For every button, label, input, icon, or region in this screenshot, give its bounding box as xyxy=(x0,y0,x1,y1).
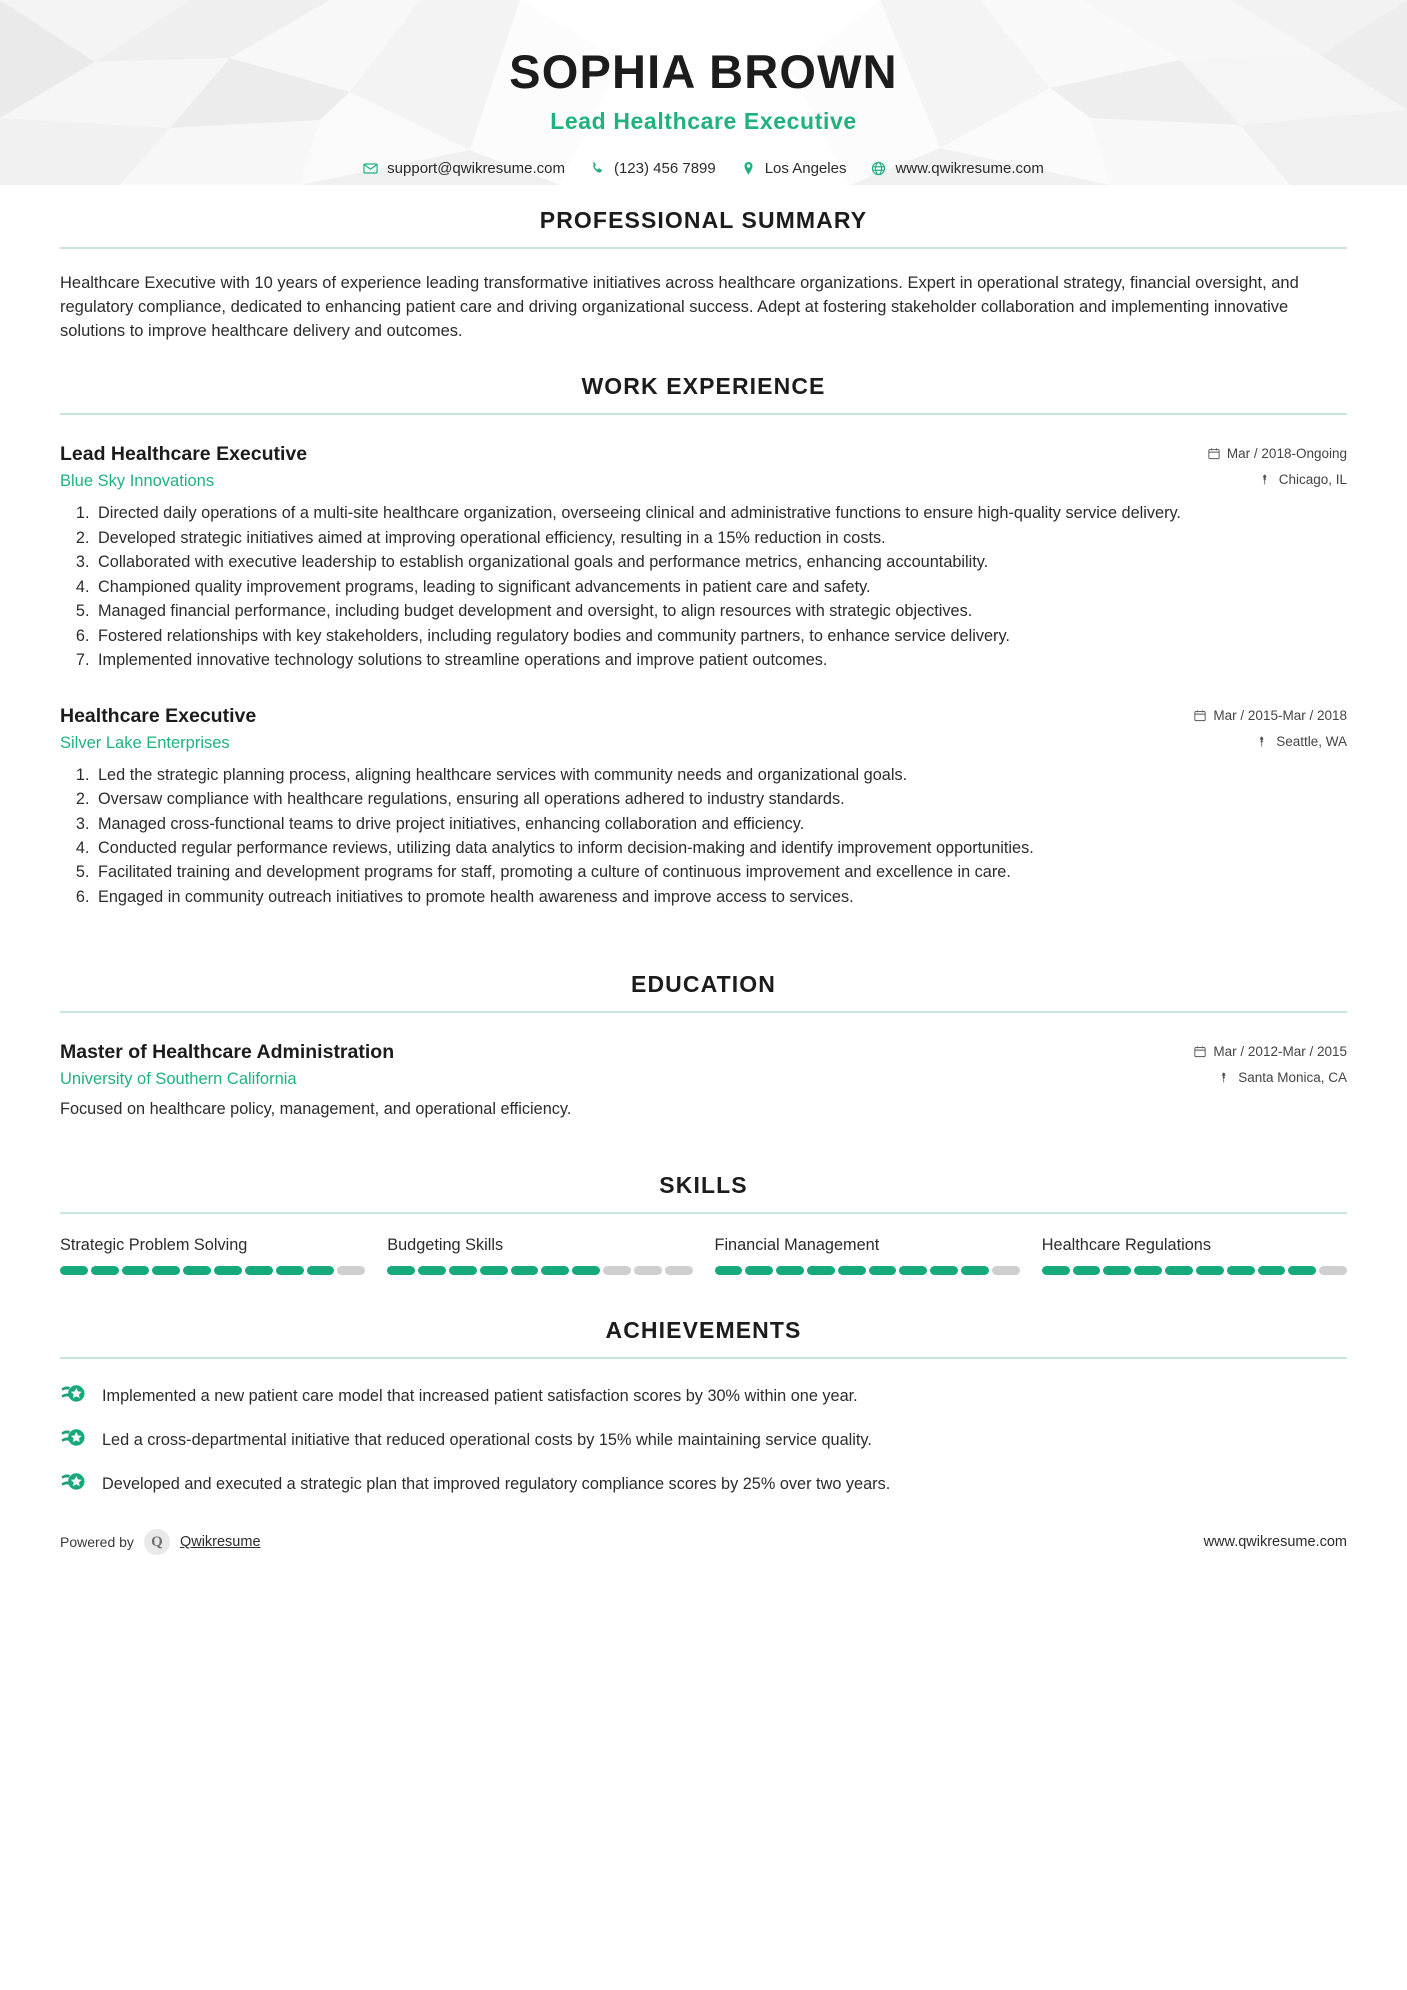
experience-dates-text: Mar / 2015-Mar / 2018 xyxy=(1213,707,1347,723)
education-entry-header xyxy=(60,1041,1347,1064)
skill-segment xyxy=(91,1266,119,1275)
skill-rating-bar xyxy=(60,1266,365,1275)
achievement-item xyxy=(60,1471,1347,1496)
contact-location-text: Los Angeles xyxy=(764,159,847,177)
contact-row xyxy=(60,160,1347,177)
skill-segment xyxy=(745,1266,773,1275)
skill-item xyxy=(1042,1236,1347,1275)
list-item: 1. Directed daily operations of a multi-site healthcare organization, overseeing clinical and administrative functions to ensure high-quality service delivery. xyxy=(94,502,1347,525)
education-description: Focused on healthcare policy, management, and operational efficiency. xyxy=(60,1100,572,1119)
achievement-text: Developed and executed a strategic plan that improved regulatory compliance scores by 25% over two years. xyxy=(102,1474,891,1493)
section-achievements xyxy=(60,1317,1347,1495)
header-job-title: Lead Healthcare Executive xyxy=(550,107,857,134)
skill-label: Financial Management xyxy=(714,1235,880,1254)
experience-location xyxy=(1260,472,1347,487)
footer-brand xyxy=(60,1529,261,1555)
achievement-item xyxy=(60,1427,1347,1452)
list-item: 5. Facilitated training and development programs for staff, promoting a culture of continuous improvement and excellence in care. xyxy=(94,861,1347,884)
skill-segment xyxy=(807,1266,835,1275)
skill-item xyxy=(387,1236,692,1275)
section-education xyxy=(60,971,1347,1122)
experience-entry xyxy=(60,443,1347,672)
skill-segment xyxy=(1227,1266,1255,1275)
achievement-text: Implemented a new patient care model that increased patient satisfaction scores by 30% within one year. xyxy=(102,1386,858,1405)
skill-segment xyxy=(572,1266,600,1275)
contact-email[interactable] xyxy=(355,160,573,177)
education-entry-subheader xyxy=(60,1070,1347,1089)
skill-label: Budgeting Skills xyxy=(387,1235,504,1254)
experience-bullets xyxy=(60,764,1347,910)
skill-rating-bar xyxy=(1042,1266,1347,1275)
skill-segment xyxy=(449,1266,477,1275)
section-professional-summary xyxy=(60,207,1347,344)
achievements-list xyxy=(60,1383,1347,1495)
skill-label: Strategic Problem Solving xyxy=(60,1235,248,1254)
skill-segment xyxy=(1196,1266,1224,1275)
skill-segment xyxy=(1103,1266,1131,1275)
calendar-icon xyxy=(1208,447,1220,460)
section-divider xyxy=(60,247,1347,249)
list-item: 6. Engaged in community outreach initiatives to promote health awareness and improve access to services. xyxy=(94,886,1347,909)
pin-icon xyxy=(1260,473,1272,486)
list-item: 4. Championed quality improvement programs, leading to significant advancements in patient care and safety. xyxy=(94,576,1347,599)
powered-by-label: Powered by xyxy=(60,1534,134,1551)
contact-website[interactable] xyxy=(863,160,1051,177)
page-title: SOPHIA BROWN xyxy=(509,45,898,98)
skill-segment xyxy=(1134,1266,1162,1275)
name-block xyxy=(60,0,1347,135)
experience-location-text: Chicago, IL xyxy=(1278,472,1347,488)
skill-segment xyxy=(1165,1266,1193,1275)
contact-email-text: support@qwikresume.com xyxy=(387,159,565,177)
skill-segment xyxy=(1319,1266,1347,1275)
skill-item xyxy=(60,1236,365,1275)
experience-entry-header xyxy=(60,705,1347,728)
calendar-icon xyxy=(1194,1045,1206,1058)
skill-segment xyxy=(992,1266,1020,1275)
section-title-skills: SKILLS xyxy=(659,1171,748,1198)
skill-segment xyxy=(152,1266,180,1275)
experience-entry-subheader xyxy=(60,472,1347,491)
education-school: University of Southern California xyxy=(60,1070,297,1089)
skill-segment xyxy=(1042,1266,1070,1275)
list-item: 3. Managed cross-functional teams to drive project initiatives, enhancing collaboration and efficiency. xyxy=(94,813,1347,836)
experience-dates-text: Mar / 2018-Ongoing xyxy=(1226,446,1347,462)
summary-text: Healthcare Executive with 10 years of experience leading transformative initiatives across healthcare organizations. Expert in operational strategy, financial oversight, and regulatory compliance, dedicated to enhancing patient care and driving organizational success. Adept at fostering stakeholder collaboration and implementing innovative solutions to improve healthcare delivery and outcomes. xyxy=(60,273,1299,341)
achievement-item xyxy=(60,1383,1347,1408)
skill-item xyxy=(715,1236,1020,1275)
experience-dates xyxy=(1208,446,1347,461)
skill-segment xyxy=(776,1266,804,1275)
experience-entry-header xyxy=(60,443,1347,466)
skill-segment xyxy=(307,1266,335,1275)
skill-segment xyxy=(1258,1266,1286,1275)
skill-segment xyxy=(214,1266,242,1275)
section-title-work-experience: WORK EXPERIENCE xyxy=(581,373,826,400)
experience-role: Healthcare Executive xyxy=(60,704,257,727)
section-work-experience xyxy=(60,373,1347,909)
section-divider xyxy=(60,1212,1347,1214)
map-pin-icon xyxy=(741,161,756,176)
skill-segment xyxy=(603,1266,631,1275)
skill-segment xyxy=(899,1266,927,1275)
pin-icon xyxy=(1257,735,1269,748)
experience-location xyxy=(1257,734,1347,749)
skill-segment xyxy=(838,1266,866,1275)
contact-location xyxy=(733,160,855,177)
skills-grid xyxy=(60,1236,1347,1275)
skill-segment xyxy=(480,1266,508,1275)
skill-segment xyxy=(122,1266,150,1275)
education-dates-text: Mar / 2012-Mar / 2015 xyxy=(1213,1044,1347,1060)
list-item: 6. Fostered relationships with key stakeholders, including regulatory bodies and community partners, to enhance service delivery. xyxy=(94,625,1347,648)
skill-segment xyxy=(1288,1266,1316,1275)
skill-segment xyxy=(60,1266,88,1275)
list-item: 2. Oversaw compliance with healthcare regulations, ensuring all operations adhered to industry standards. xyxy=(94,788,1347,811)
footer-website: www.qwikresume.com xyxy=(1203,1534,1347,1551)
skill-segment xyxy=(337,1266,365,1275)
skill-segment xyxy=(387,1266,415,1275)
section-divider xyxy=(60,413,1347,415)
skill-segment xyxy=(634,1266,662,1275)
skill-rating-bar xyxy=(387,1266,692,1275)
skill-segment xyxy=(183,1266,211,1275)
contact-website-text: www.qwikresume.com xyxy=(895,159,1044,177)
globe-icon xyxy=(871,161,886,176)
education-dates xyxy=(1194,1044,1347,1059)
skill-segment xyxy=(715,1266,743,1275)
achievement-text: Led a cross-departmental initiative that reduced operational costs by 15% while maintaining service quality. xyxy=(102,1430,872,1449)
education-degree: Master of Healthcare Administration xyxy=(60,1041,395,1064)
skill-segment xyxy=(1073,1266,1101,1275)
experience-company: Blue Sky Innovations xyxy=(60,472,215,491)
experience-entry xyxy=(60,705,1347,910)
skill-segment xyxy=(245,1266,273,1275)
pin-icon xyxy=(1219,1071,1231,1084)
skill-rating-bar xyxy=(715,1266,1020,1275)
section-divider xyxy=(60,1357,1347,1359)
brand-link[interactable]: Qwikresume xyxy=(179,1534,261,1551)
section-skills xyxy=(60,1172,1347,1275)
experience-location-text: Seattle, WA xyxy=(1276,733,1347,749)
skill-segment xyxy=(869,1266,897,1275)
experience-company: Silver Lake Enterprises xyxy=(60,733,230,752)
skill-segment xyxy=(511,1266,539,1275)
skill-segment xyxy=(961,1266,989,1275)
star-badge-icon xyxy=(60,1470,86,1494)
skill-segment xyxy=(541,1266,569,1275)
education-location-text: Santa Monica, CA xyxy=(1238,1070,1347,1086)
skill-segment xyxy=(418,1266,446,1275)
list-item: 3. Collaborated with executive leadership to establish organizational goals and performance metrics, enhancing accountability. xyxy=(94,551,1347,574)
skill-segment xyxy=(665,1266,693,1275)
section-title-education: EDUCATION xyxy=(631,971,776,998)
star-badge-icon xyxy=(60,1382,86,1406)
skill-label: Healthcare Regulations xyxy=(1041,1235,1211,1254)
section-title-summary: PROFESSIONAL SUMMARY xyxy=(539,206,868,233)
footer xyxy=(60,1529,1347,1581)
contact-phone[interactable] xyxy=(582,160,724,177)
calendar-icon xyxy=(1194,709,1206,722)
list-item: 2. Developed strategic initiatives aimed at improving operational efficiency, resulting in a 15% reduction in costs. xyxy=(94,527,1347,550)
skill-segment xyxy=(930,1266,958,1275)
section-divider xyxy=(60,1011,1347,1013)
list-item: 7. Implemented innovative technology solutions to streamline operations and improve patient outcomes. xyxy=(94,649,1347,672)
experience-dates xyxy=(1194,708,1347,723)
contact-phone-text: (123) 456 7899 xyxy=(613,159,716,177)
skill-segment xyxy=(276,1266,304,1275)
qwikresume-logo-icon: Q xyxy=(144,1529,170,1555)
envelope-icon xyxy=(363,161,378,176)
section-title-achievements: ACHIEVEMENTS xyxy=(605,1316,802,1343)
star-badge-icon xyxy=(60,1426,86,1450)
education-location xyxy=(1219,1070,1347,1085)
experience-role: Lead Healthcare Executive xyxy=(60,443,308,466)
education-entry xyxy=(60,1041,1347,1122)
list-item: 4. Conducted regular performance reviews, utilizing data analytics to inform decision-making and identify improvement opportunities. xyxy=(94,837,1347,860)
list-item: 5. Managed financial performance, including budget development and oversight, to align resources with strategic objectives. xyxy=(94,600,1347,623)
list-item: 1. Led the strategic planning process, aligning healthcare services with community needs and organizational goals. xyxy=(94,764,1347,787)
experience-entry-subheader xyxy=(60,734,1347,753)
phone-icon xyxy=(590,161,605,176)
experience-bullets xyxy=(60,502,1347,672)
